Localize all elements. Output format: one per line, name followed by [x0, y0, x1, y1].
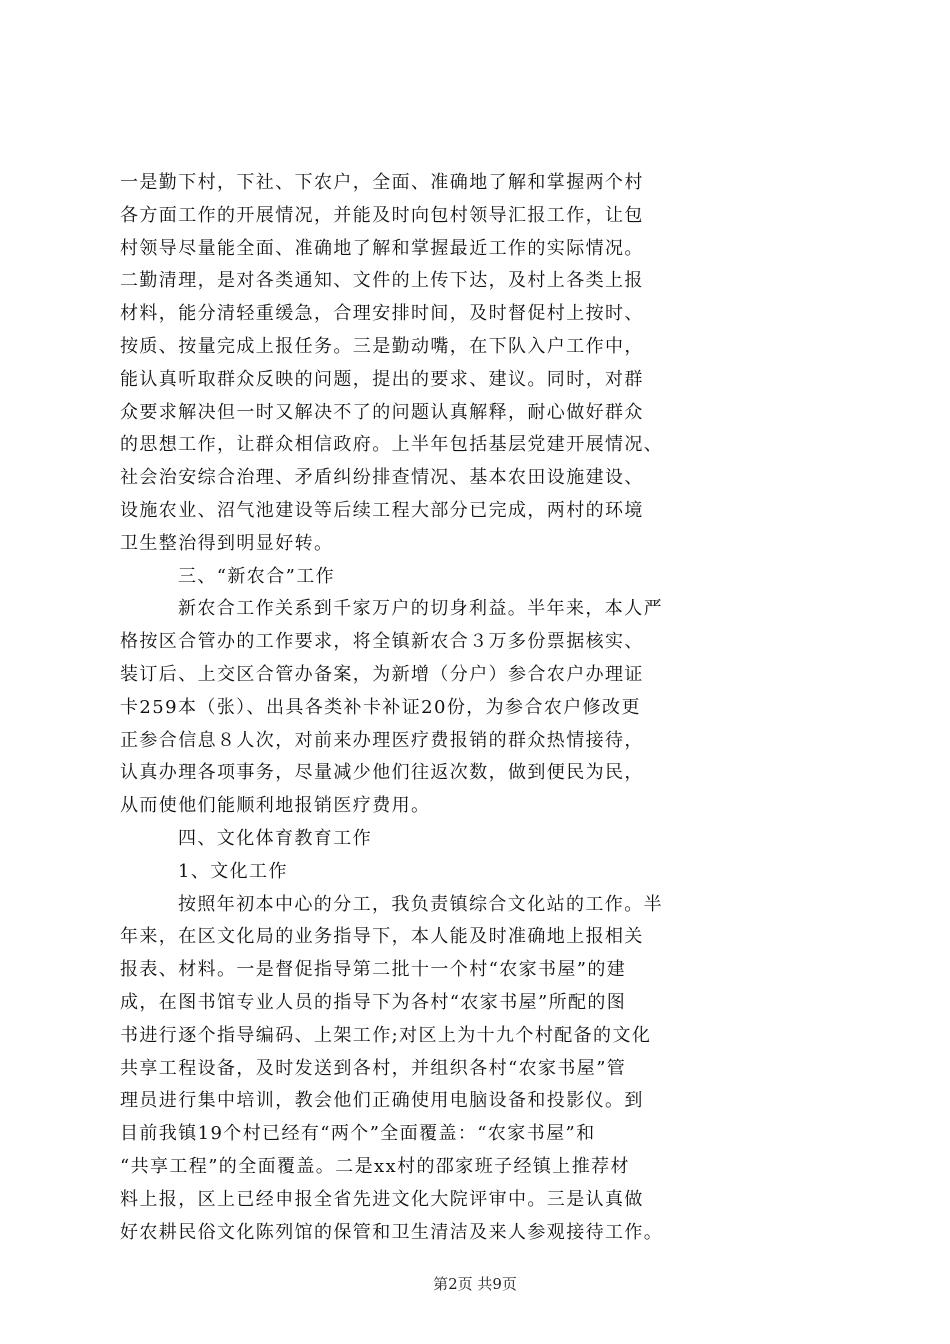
text-line: 二勤清理，是对各类通知、文件的上传下达，及村上各类上报 — [120, 270, 644, 292]
text-line: 新农合工作关系到千家万户的切身利益。半年来，本人严 — [178, 598, 663, 620]
text-line: 按质、按量完成上报任务。三是勤动嘴，在下队入户工作中， — [120, 335, 644, 357]
text-line: 设施农业、沼气池建设等后续工程大部分已完成，两村的环境 — [120, 499, 644, 521]
text-line: 三、“新农合”工作 — [178, 565, 336, 587]
text-line: 四、文化体育教育工作 — [178, 827, 372, 849]
text-line: 村领导尽量能全面、准确地了解和掌握最近工作的实际情况。 — [120, 237, 644, 259]
document-body — [120, 167, 840, 1249]
text-line: 格按区合管办的工作要求，将全镇新农合３万多份票据核实、 — [120, 631, 644, 653]
text-line: 认真办理各项事务，尽量减少他们往返次数，做到便民为民， — [120, 762, 644, 784]
text-line: 材料，能分清轻重缓急，合理安排时间，及时督促村上按时、 — [120, 303, 644, 325]
text-line: 卡259本（张）、出具各类补卡补证20份，为参合农户修改更 — [120, 696, 641, 718]
text-line: 好农耕民俗文化陈列馆的保管和卫生清洁及来人参观接待工作。 — [120, 1221, 664, 1243]
text-line: 料上报，区上已经申报全省先进文化大院评审中。三是认真做 — [120, 1188, 644, 1210]
text-line: 装订后、上交区合管办备案，为新增（分户）参合农户办理证 — [120, 663, 644, 685]
text-line: 卫生整治得到明显好转。 — [120, 532, 334, 554]
text-line: 成，在图书馆专业人员的指导下为各村“农家书屋”所配的图 — [120, 991, 627, 1013]
page-footer: 第2页 共9页 — [433, 1275, 517, 1293]
text-line: 理员进行集中培训，教会他们正确使用电脑设备和投影仪。到 — [120, 1090, 644, 1112]
text-line: 众要求解决但一时又解决不了的问题认真解释，耐心做好群众 — [120, 401, 644, 423]
text-line: “共享工程”的全面覆盖。二是xx村的邵家班子经镇上推荐材 — [120, 1155, 630, 1177]
text-line: 社会治安综合治理、矛盾纠纷排查情况、基本农田设施建设、 — [120, 467, 644, 489]
text-line: 从而使他们能顺利地报销医疗费用。 — [120, 795, 431, 817]
text-line: 能认真听取群众反映的问题，提出的要求、建议。同时，对群 — [120, 368, 644, 390]
text-line: 各方面工作的开展情况，并能及时向包村领导汇报工作，让包 — [120, 204, 644, 226]
text-line: 年来，在区文化局的业务指导下，本人能及时准确地上报相关 — [120, 926, 644, 948]
text-line: 报表、材料。一是督促指导第二批十一个村“农家书屋”的建 — [120, 959, 627, 981]
text-line: 目前我镇19个村已经有“两个”全面覆盖：“农家书屋”和 — [120, 1123, 596, 1145]
text-line: 正参合信息８人次，对前来办理医疗费报销的群众热情接待， — [120, 729, 644, 751]
text-line: 共享工程设备，及时发送到各村，并组织各村“农家书屋”管 — [120, 1057, 627, 1079]
text-line: 书进行逐个指导编码、上架工作;对区上为十九个村配备的文化 — [120, 1024, 652, 1046]
text-line: 按照年初本中心的分工，我负责镇综合文化站的工作。半 — [178, 893, 663, 915]
text-line: 的思想工作，让群众相信政府。上半年包括基层党建开展情况、 — [120, 434, 664, 456]
text-line: 1、文化工作 — [178, 860, 288, 882]
text-line: 一是勤下村，下社、下农户，全面、准确地了解和掌握两个村 — [120, 172, 644, 193]
